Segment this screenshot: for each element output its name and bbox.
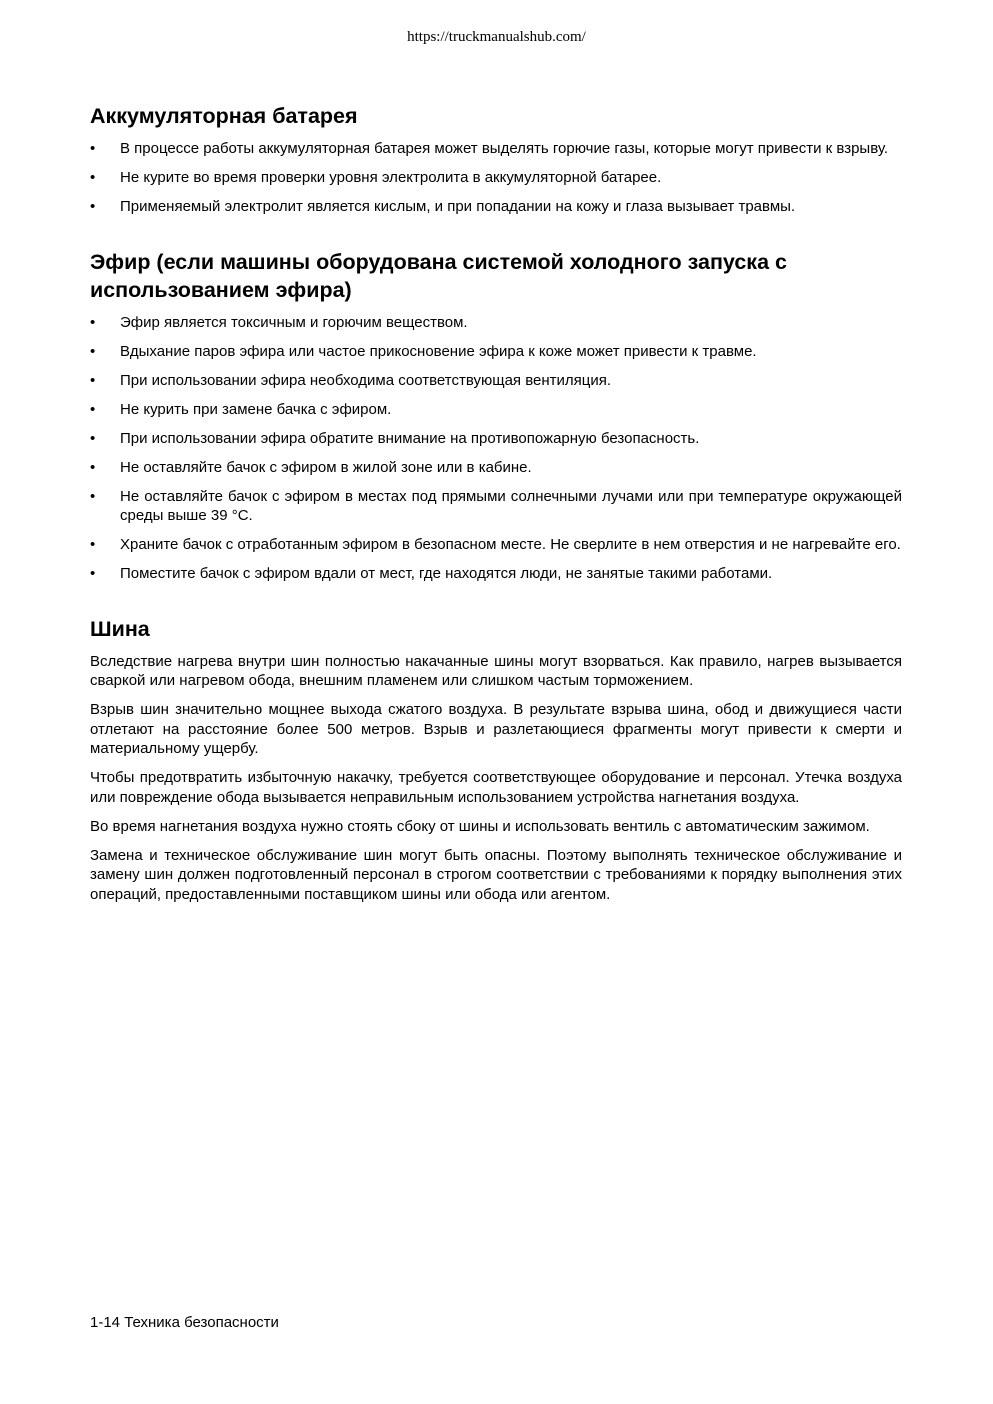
bullet-icon: • (90, 487, 96, 505)
bullet-icon: • (90, 198, 96, 215)
section-title-battery: Аккумуляторная батарея (90, 104, 358, 128)
bullet-icon: • (90, 342, 96, 360)
section-tyre (90, 615, 902, 905)
list-item: • Вдыхание паров эфира или частое прикосновение эфира к коже может привести к травме. (90, 342, 757, 360)
page-url: https://truckmanualshub.com/ (407, 29, 586, 45)
list-item: • Не оставляйте бачок с эфиром в жилой зоне или в кабине. (90, 458, 532, 476)
paragraph: Чтобы предотвратить избыточную накачку, требуется соответствующее оборудование и персонал. Утечка воздуха или повреждение обода вызывается неправильным использованием устройства нагнетания воздуха. (90, 769, 902, 806)
document-body (90, 102, 902, 935)
bullet-icon: • (90, 565, 96, 582)
paragraph: Во время нагнетания воздуха нужно стоять сбоку от шины и использовать вентиль с автоматическим зажимом. (90, 817, 870, 835)
section-title-ether: Эфир (если машины оборудована системой холодного запуска с использованием эфира) (90, 249, 787, 302)
list-item: • При использовании эфира обратите внимание на противопожарную безопасность. (90, 429, 700, 447)
bullet-icon: • (90, 429, 96, 447)
bullet-icon: • (90, 400, 96, 418)
bullet-icon: • (90, 313, 96, 331)
list-item: • Применяемый электролит является кислым, и при попадании на кожу и глаза вызывает травмы. (90, 198, 796, 215)
section-ether (90, 248, 902, 584)
bullet-icon: • (90, 140, 96, 157)
paragraph: Вследствие нагрева внутри шин полностью накачанные шины могут взорваться. Как правило, нагрев вызывается сваркой или нагревом обода, внешним пламенем или слишком частым торможением. (90, 652, 902, 689)
list-item: • Не курить при замене бачка с эфиром. (90, 400, 392, 418)
section-battery (90, 102, 902, 217)
paragraph: Замена и техническое обслуживание шин могут быть опасны. Поэтому выполнять техническое обслуживание и замену шин должен подготовленный персонал в строгом соответствии с требованиями к порядку выполнения этих операций, предоставленными поставщиком шины или обода или агентом. (90, 846, 902, 903)
bullet-icon: • (90, 169, 96, 186)
list-item: • В процессе работы аккумуляторная батарея может выделять горючие газы, которые могут привести к взрыву. (90, 140, 888, 157)
list-item: • Поместите бачок с эфиром вдали от мест, где находятся люди, не занятые такими работами. (90, 565, 773, 582)
list-item: • Не курите во время проверки уровня электролита в аккумуляторной батарее. (90, 169, 662, 186)
list-item: • При использовании эфира необходима соответствующая вентиляция. (90, 371, 612, 389)
section-title-tyre: Шина (90, 616, 150, 641)
bullet-list-battery (90, 139, 902, 217)
list-item: • Храните бачок с отработанным эфиром в безопасном месте. Не сверлите в нем отверстия и не нагревайте его. (90, 536, 901, 553)
bullet-icon: • (90, 371, 96, 389)
bullet-list-ether (90, 313, 902, 584)
list-item: • Эфир является токсичным и горючим веществом. (90, 313, 468, 331)
list-item: • Не оставляйте бачок с эфиром в местах под прямыми солнечными лучами или при температуре окружающей среды выше 39 °C. (90, 487, 902, 524)
paragraph: Взрыв шин значительно мощнее выхода сжатого воздуха. В результате взрыва шина, обод и движущиеся части отлетают на расстояние более 500 метров. Взрыв и разлетающиеся фрагменты могут привести к смерти и материальному ущербу. (90, 701, 902, 757)
bullet-icon: • (90, 458, 96, 476)
bullet-icon: • (90, 536, 96, 553)
page-footer: 1-14 Техника безопасности (90, 1314, 279, 1331)
